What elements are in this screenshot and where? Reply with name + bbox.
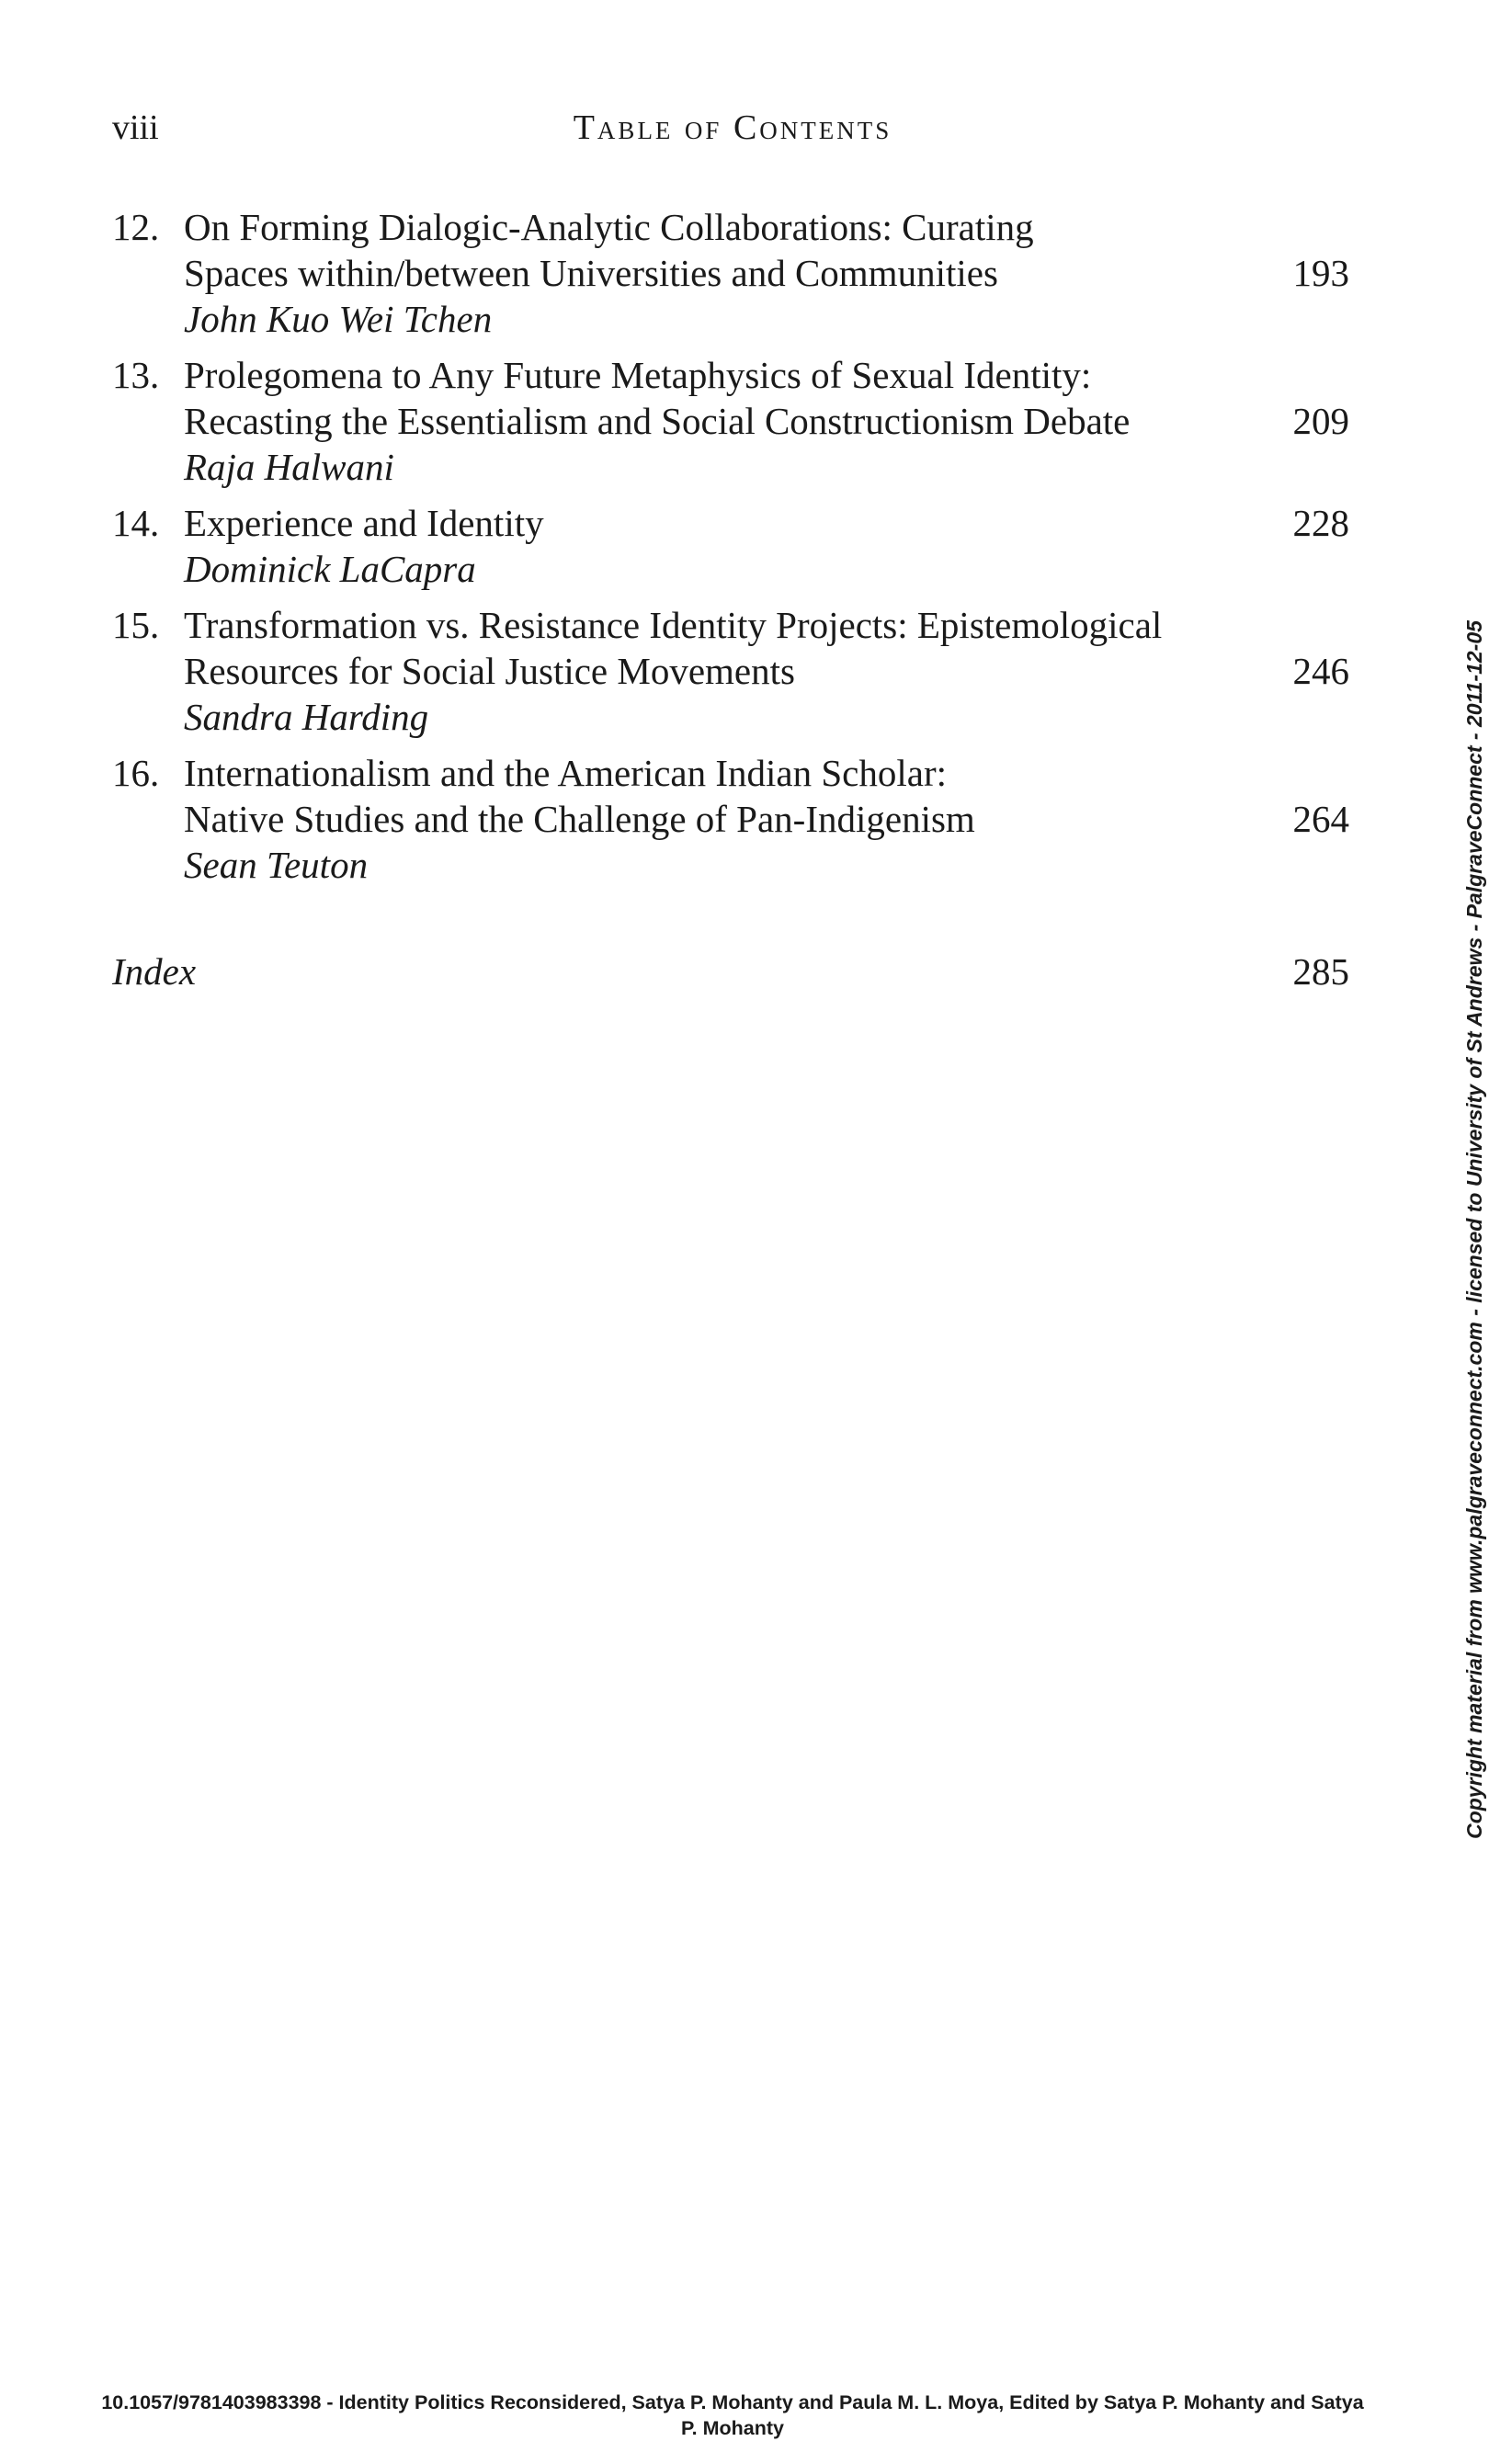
chapter-title-line: Internationalism and the American Indian Scholar: [184,752,947,794]
chapter-author: John Kuo Wei Tchen [184,298,493,340]
chapter-author: Raja Halwani [184,446,394,488]
chapter-number: 15. [112,604,160,646]
chapter-page: 193 [1292,252,1349,294]
chapter-page: 246 [1292,650,1349,692]
chapter-author: Sandra Harding [184,696,429,738]
table-of-contents [112,204,1355,898]
chapter-title-line: Resources for Social Justice Movements [184,650,795,692]
chapter-title-line: Experience and Identity [184,502,544,544]
toc-entry-index[interactable] [112,948,1349,994]
footer-citation [0,2390,1465,2441]
toc-entry-12[interactable] [112,204,1355,342]
chapter-number: 16. [112,752,160,794]
chapter-number: 13. [112,354,160,396]
toc-entry-16[interactable] [112,750,1355,888]
toc-entry-13[interactable] [112,352,1355,490]
chapter-author: Dominick LaCapra [184,548,476,590]
toc-entry-14[interactable] [112,500,1355,592]
chapter-title-line: On Forming Dialogic-Analytic Collaborations: Curating [184,206,1034,248]
chapter-page: 209 [1292,400,1349,442]
index-label: Index [112,950,197,993]
chapter-title-line: Transformation vs. Resistance Identity Projects: Epistemological [184,604,1163,646]
index-page: 285 [1292,950,1349,993]
page-number: viii [112,108,159,147]
copyright-watermark: Copyright material from www.palgraveconnect.com - licensed to University of St Andrews - PalgraveConnect - 2011-12-05 [1462,620,1486,1839]
running-head: Table of Contents [573,108,892,147]
chapter-number: 14. [112,502,160,544]
chapter-title-line: Recasting the Essentialism and Social Constructionism Debate [184,400,1131,442]
chapter-title-line: Spaces within/between Universities and Communities [184,252,998,294]
toc-entry-15[interactable] [112,602,1355,740]
chapter-title-line: Prolegomena to Any Future Metaphysics of Sexual Identity: [184,354,1092,396]
footer-line-1: 10.1057/9781403983398 - Identity Politics Reconsidered, Satya P. Mohanty and Paula M. L. Moya, Edited by Satya P. Mohanty and Satya [101,2391,1364,2413]
chapter-page: 264 [1292,798,1349,840]
chapter-number: 12. [112,206,160,248]
chapter-author: Sean Teuton [184,844,369,886]
footer-line-2: P. Mohanty [681,2417,784,2439]
chapter-page: 228 [1292,502,1349,544]
chapter-title-line: Native Studies and the Challenge of Pan-Indigenism [184,798,975,840]
